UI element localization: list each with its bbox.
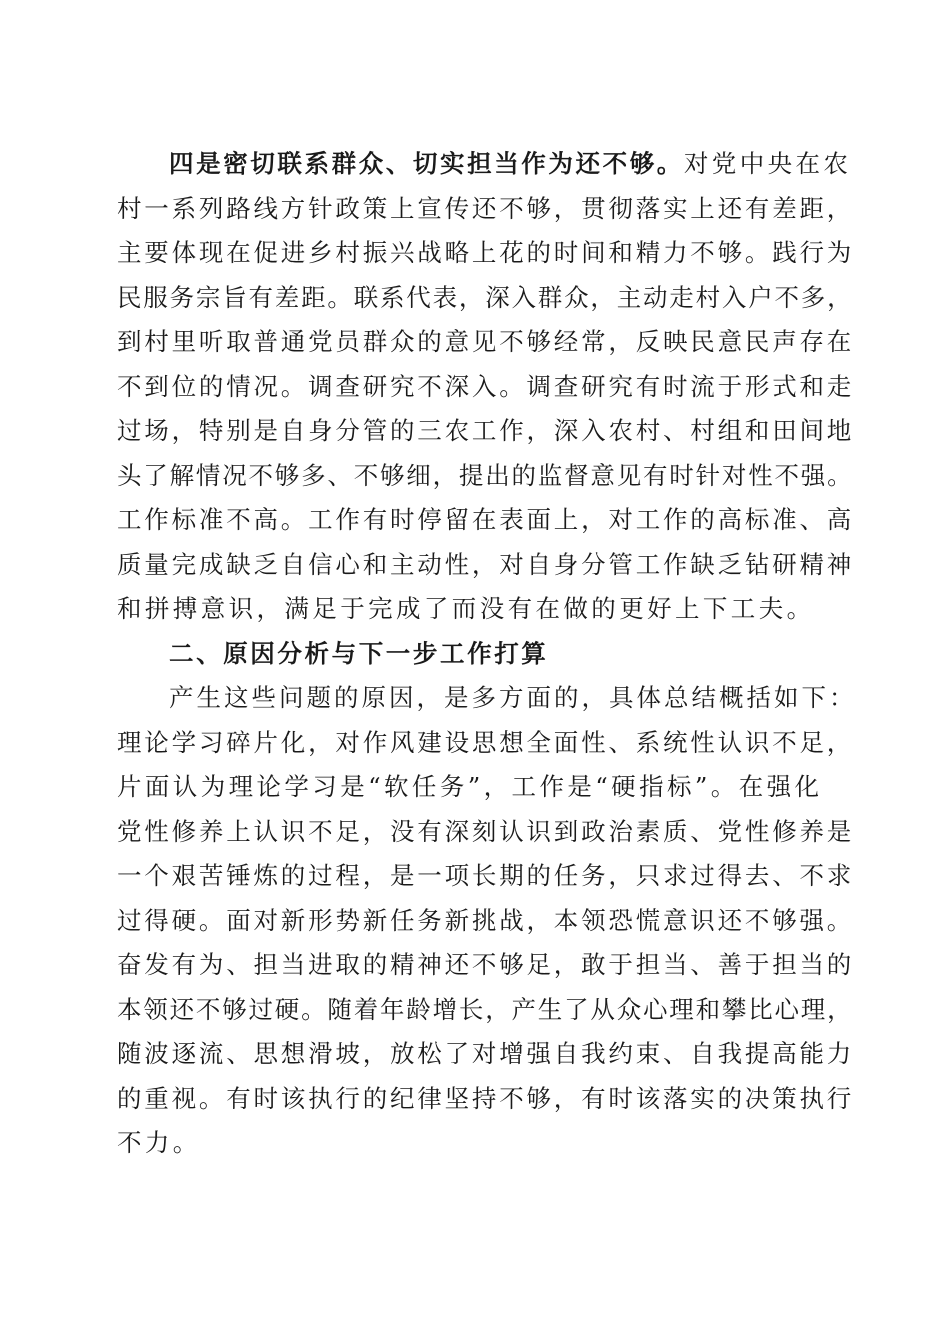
paragraph-2-line-6: 过得硬。面对新形势新任务新挑战，本领恐慌意识还不够强。	[117, 905, 855, 935]
paragraph-2-line-2: 理论学习碎片化，对作风建设思想全面性、系统性认识不足，	[117, 727, 855, 757]
paragraph-1-line-10: 质量完成缺乏自信心和主动性，对自身分管工作缺乏钻研精神	[117, 549, 855, 579]
paragraph-2-line-10: 的重视。有时该执行的纪律坚持不够，有时该落实的决策执行	[117, 1083, 855, 1113]
paragraph-2-line-5: 一个艰苦锤炼的过程，是一项长期的任务，只求过得去、不求	[117, 861, 855, 890]
paragraph-1-line-5: 到村里听取普通党员群众的意见不够经常，反映民意民声存在	[117, 327, 855, 356]
paragraph-1-line-9: 工作标准不高。工作有时停留在表面上，对工作的高标准、高	[117, 505, 855, 534]
paragraph-1-line-11: 和拼搏意识，满足于完成了而没有在做的更好上下工夫。	[117, 594, 815, 623]
paragraph-2-line-9: 随波逐流、思想滑坡，放松了对增强自我约束、自我提高能力	[117, 1039, 855, 1068]
paragraph-1-lead: 四是密切联系群众、切实担当作为还不够。	[169, 149, 684, 178]
paragraph-2-line-11: 不力。	[117, 1128, 201, 1157]
paragraph-2-line-8: 本领还不够过硬。随着年龄增长，产生了从众心理和攀比心理，	[117, 994, 854, 1024]
document-body	[117, 142, 857, 1166]
paragraph-1-line-7: 过场，特别是自身分管的三农工作，深入农村、村组和田间地	[117, 416, 855, 445]
paragraph-1-line-2: 村一系列路线方针政策上宣传还不够，贯彻落实上还有差距，	[117, 193, 855, 223]
section-heading: 二、原因分析与下一步工作打算	[169, 638, 549, 668]
paragraph-2-line-3: 片面认为理论学习是“软任务”，工作是“硬指标”。在强化	[117, 772, 823, 801]
paragraph-1-line-6: 不到位的情况。调查研究不深入。调查研究有时流于形式和走	[117, 371, 855, 401]
paragraph-2-line-1: 产生这些问题的原因，是多方面的，具体总结概括如下：	[169, 683, 857, 712]
paragraph-1-line-3: 主要体现在促进乡村振兴战略上花的时间和精力不够。践行为	[117, 238, 855, 267]
paragraph-2-line-7: 奋发有为、担当进取的精神还不够足，敢于担当、善于担当的	[117, 950, 855, 979]
paragraph-1-line-4: 民服务宗旨有差距。联系代表，深入群众，主动走村入户不多，	[117, 282, 854, 312]
paragraph-2-line-4: 党性修养上认识不足，没有深刻认识到政治素质、党性修养是	[117, 816, 855, 846]
paragraph-1-line-1	[117, 142, 857, 187]
paragraph-1-line-1-text: 对党中央在农	[683, 149, 852, 178]
paragraph-1-line-8: 头了解情况不够多、不够细，提出的监督意见有时针对性不强。	[117, 460, 854, 490]
